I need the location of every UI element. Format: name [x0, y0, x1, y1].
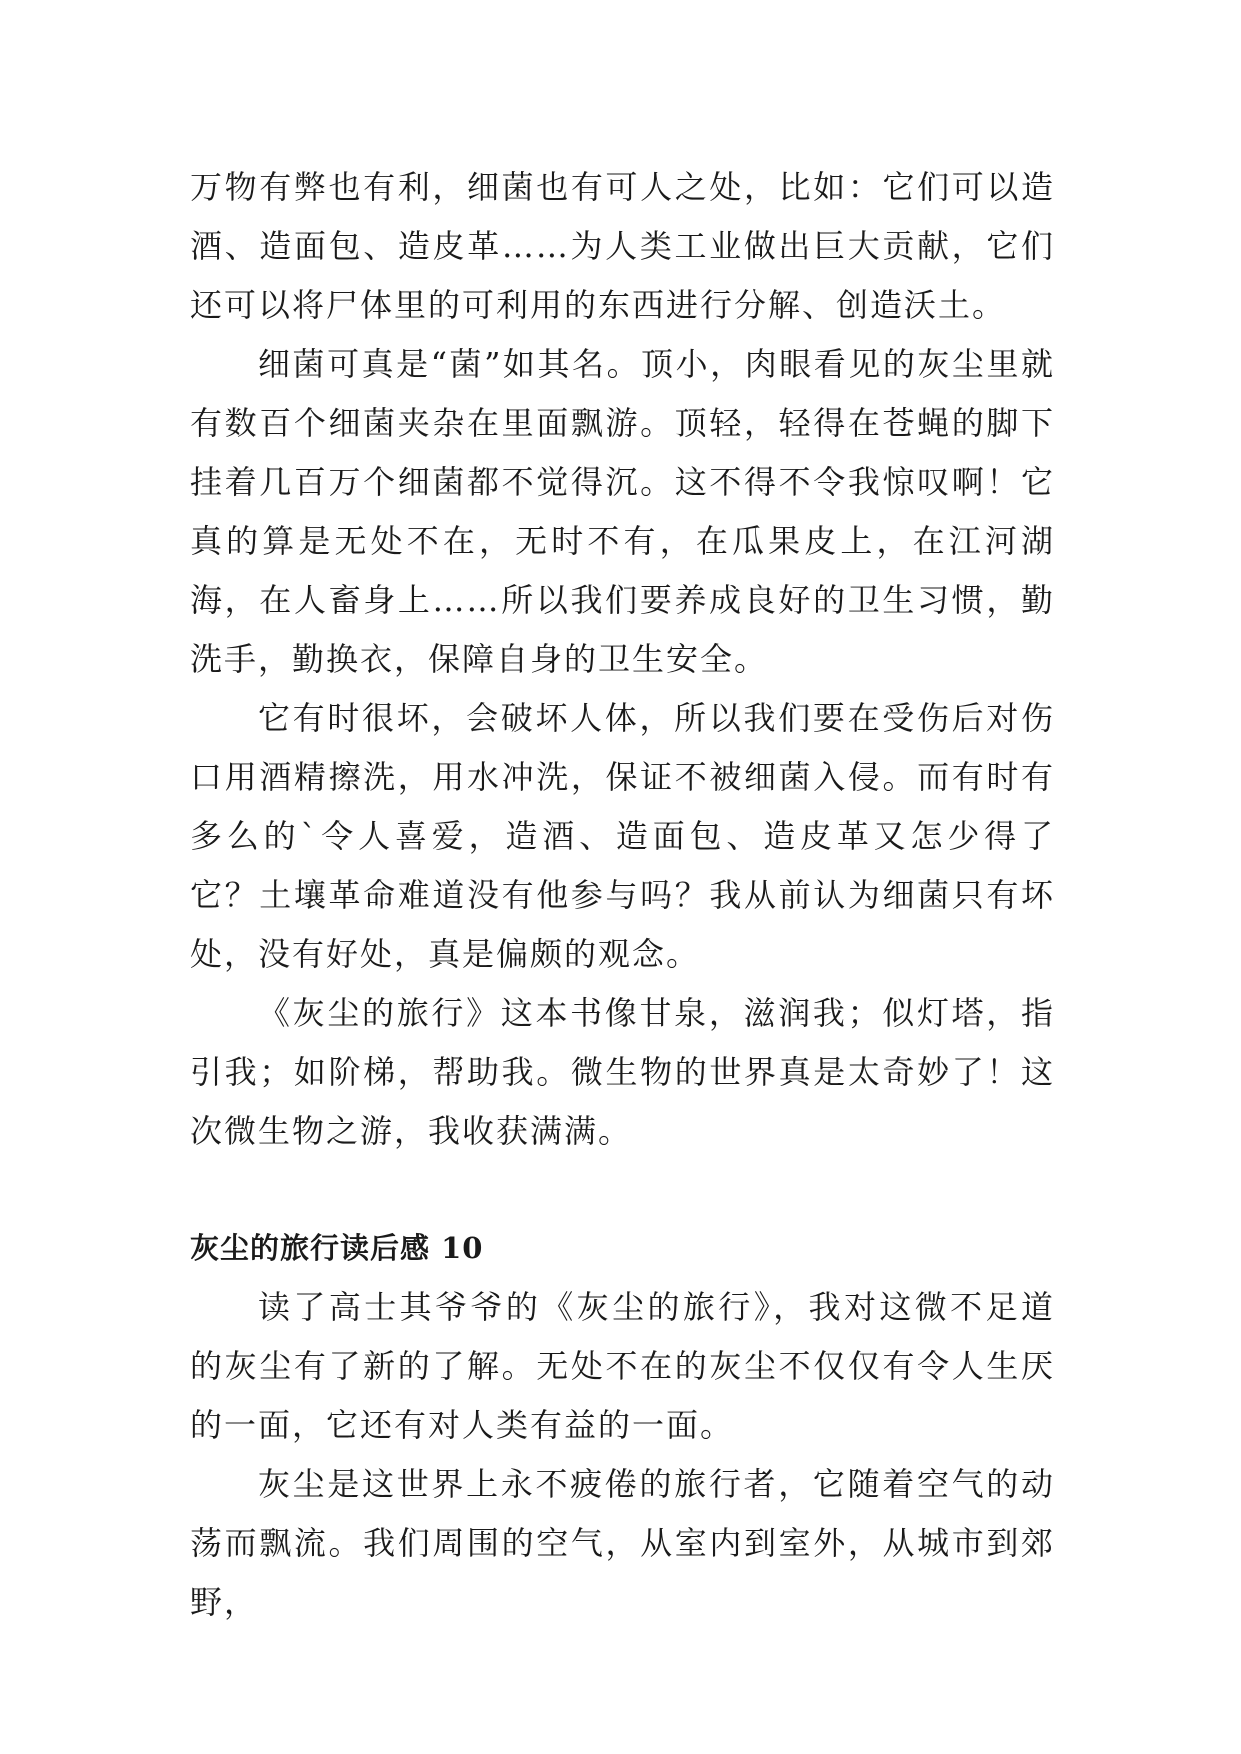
paragraph-book-reflection: 《灰尘的旅行》这本书像甘泉，滋润我；似灯塔，指引我；如阶梯，帮助我。微生物的世界真是太奇妙了！这次微生物之游，我收获满满。 — [190, 994, 1055, 1150]
paragraph-dust-intro: 读了高士其爷爷的《灰尘的旅行》，我对这微不足道的灰尘有了新的了解。无处不在的灰尘不仅仅有令人生厌的一面，它还有对人类有益的一面。 — [190, 1288, 1055, 1444]
paragraph-bacteria-harm: 它有时很坏，会破坏人体，所以我们要在受伤后对伤口用酒精擦洗，用水冲洗，保证不被细菌入侵。而有时有多么的`令人喜爱，造酒、造面包、造皮革又怎少得了它？土壤革命难道没有他参与吗？我从前认为细菌只有坏处，没有好处，真是偏颇的观念。 — [190, 699, 1055, 973]
document-body — [190, 158, 1055, 1632]
paragraph-benefits-of-bacteria: 万物有弊也有利，细菌也有可人之处，比如：它们可以造酒、造面包、造皮革……为人类工业做出巨大贡献，它们还可以将尸体里的可利用的东西进行分解、创造沃土。 — [190, 168, 1055, 324]
paragraph-bacteria-size: 细菌可真是“菌”如其名。顶小，肉眼看见的灰尘里就有数百个细菌夹杂在里面飘游。顶轻，轻得在苍蝇的脚下挂着几百万个细菌都不觉得沉。这不得不令我惊叹啊！它真的算是无处不在，无时不有，在瓜果皮上，在江河湖海，在人畜身上……所以我们要养成良好的卫生习惯，勤洗手，勤换衣，保障自身的卫生安全。 — [190, 345, 1055, 678]
section-gap — [190, 1161, 1055, 1219]
section-title: 灰尘的旅行读后感 10 — [190, 1231, 484, 1265]
paragraph-dust-traveler: 灰尘是这世界上永不疲倦的旅行者，它随着空气的动荡而飘流。我们周围的空气，从室内到室外，从城市到郊野， — [190, 1465, 1055, 1621]
